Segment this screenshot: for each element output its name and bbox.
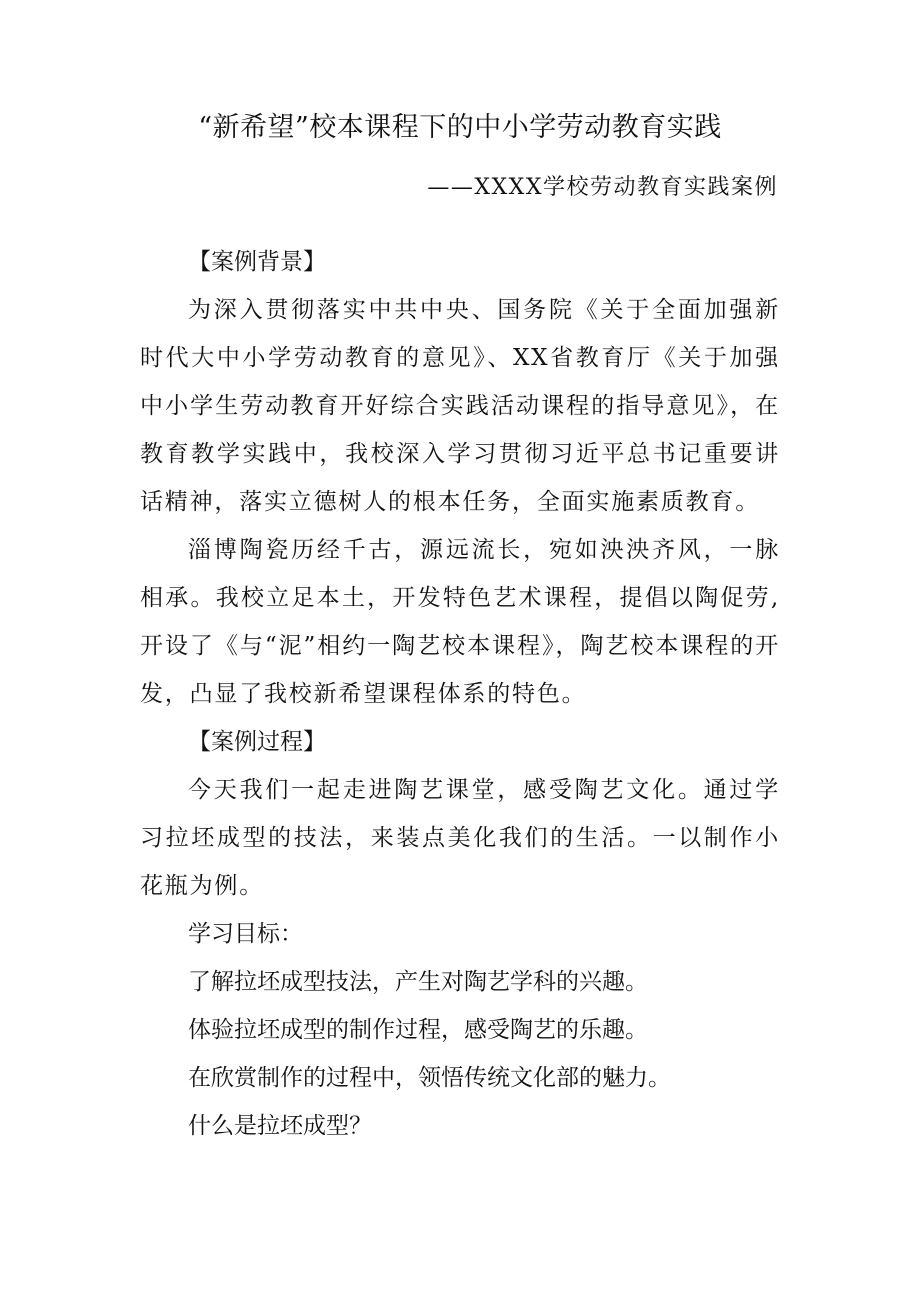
- question-line: 什么是拉坯成型？: [188, 1113, 372, 1139]
- goal-item-3: 在欣赏制作的过程中，领悟传统文化部的魅力。: [188, 1065, 671, 1091]
- section-heading-background: 【案例背景】: [188, 249, 326, 275]
- document-body: [140, 238, 780, 1150]
- paragraph-process-1: 今天我们一起走进陶艺课堂，感受陶艺文化。通过学习拉坯成型的技法，来装点美化我们的生活。一以制作小花瓶为例。: [140, 777, 780, 899]
- goal-item-2: 体验拉坯成型的制作过程，感受陶艺的乐趣。: [188, 1017, 648, 1043]
- document-subtitle: ——XXXX学校劳动教育实践案例: [427, 175, 778, 200]
- goals-heading: 学习目标：: [188, 921, 303, 947]
- goal-item-1: 了解拉坯成型技法，产生对陶艺学科的兴趣。: [188, 969, 648, 995]
- paragraph-background-1: 为深入贯彻落实中共中央、国务院《关于全面加强新时代大中小学劳动教育的意见》、XX省教育厅《关于加强中小学生劳动教育开好综合实践活动课程的指导意见》，在教育教学实践中，我校深入学习贯彻习近平总书记重要讲话精神，落实立德树人的根本任务，全面实施素质教育。: [140, 297, 780, 515]
- document-title: “新希望”校本课程下的中小学劳动教育实践: [198, 112, 722, 143]
- paragraph-background-2: 淄博陶瓷历经千古，源远流长，宛如泱泱齐风，一脉相承。我校立足本土，开发特色艺术课程，提倡以陶促劳,开设了《与“泥”相约一陶艺校本课程》，陶艺校本课程的开发，凸显了我校新希望课程体系的特色。: [140, 537, 780, 707]
- section-heading-process: 【案例过程】: [188, 729, 326, 755]
